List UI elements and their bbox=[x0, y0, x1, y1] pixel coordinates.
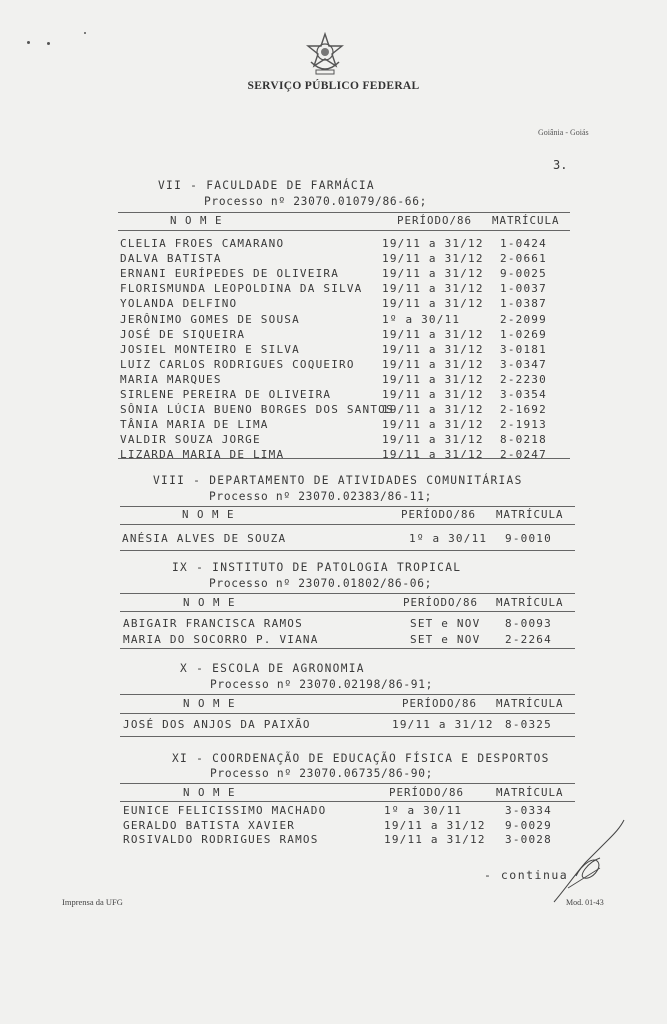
col-name: N O M E bbox=[170, 214, 223, 227]
cell-name: ABIGAIR FRANCISCA RAMOS bbox=[123, 617, 303, 630]
table-divider bbox=[118, 212, 570, 213]
col-matricula: MATRÍCULA bbox=[492, 214, 560, 227]
cell-period: 1º a 30/11 bbox=[409, 532, 488, 545]
table-divider bbox=[120, 550, 575, 551]
cell-period: 19/11 a 31/12 bbox=[382, 327, 484, 341]
table-divider bbox=[120, 506, 575, 507]
cell-period: 19/11 a 31/12 bbox=[382, 372, 484, 386]
continues-note: - continua bbox=[484, 868, 569, 882]
cell-period: 19/11 a 31/12 bbox=[392, 718, 494, 731]
speck bbox=[84, 32, 86, 34]
cell-name: LIZARDA MARIA DE LIMA bbox=[120, 448, 285, 462]
col-matricula: MATRÍCULA bbox=[496, 596, 564, 609]
col-matricula: MATRÍCULA bbox=[496, 508, 564, 521]
cell-matricula: 1-0424 bbox=[500, 237, 547, 250]
table-divider bbox=[120, 736, 575, 737]
col-name: N O M E bbox=[183, 697, 236, 710]
table-divider bbox=[120, 593, 575, 594]
cell-period: 19/11 a 31/12 bbox=[382, 418, 484, 432]
cell-matricula: 2-0247 bbox=[500, 448, 547, 462]
cell-matricula: 2-0661 bbox=[500, 252, 547, 266]
col-period: PERÍODO/86 bbox=[389, 786, 465, 799]
cell-period: 19/11 a 31/12 bbox=[384, 833, 486, 846]
cell-matricula: 3-0354 bbox=[500, 388, 547, 401]
cell-period: 19/11 a 31/12 bbox=[382, 403, 484, 417]
speck bbox=[47, 42, 50, 45]
cell-period: 19/11 a 31/12 bbox=[384, 818, 486, 832]
cell-period: 1º a 30/11 bbox=[384, 804, 463, 817]
cell-matricula: 1-0269 bbox=[500, 327, 547, 341]
cell-name: MARIA MARQUES bbox=[120, 372, 222, 386]
cell-name: DALVA BATISTA bbox=[120, 252, 222, 266]
page-number: 3. bbox=[553, 158, 568, 172]
cell-name: YOLANDA DELFINO bbox=[120, 297, 238, 311]
cell-name: ERNANI EURÍPEDES DE OLIVEIRA bbox=[120, 267, 340, 281]
header-city: Goiânia - Goiás bbox=[538, 128, 589, 137]
cell-name: JOSIEL MONTEIRO E SILVA bbox=[120, 342, 300, 356]
cell-matricula: 8-0325 bbox=[505, 718, 552, 731]
cell-matricula: 2-1692 bbox=[500, 403, 547, 417]
cell-matricula: 1-0387 bbox=[500, 297, 547, 311]
cell-period: 1º a 30/11 bbox=[382, 312, 461, 326]
section-title: VII - FACULDADE DE FARMÁCIA bbox=[158, 179, 375, 192]
cell-matricula: 2-2264 bbox=[505, 632, 552, 646]
cell-period: SET e NOV bbox=[410, 632, 481, 646]
col-name: N O M E bbox=[183, 786, 236, 799]
col-period: PERÍODO/86 bbox=[401, 508, 477, 521]
cell-period: 19/11 a 31/12 bbox=[382, 267, 484, 281]
cell-matricula: 9-0010 bbox=[505, 532, 552, 545]
footer-printer: Imprensa da UFG bbox=[62, 897, 123, 907]
cell-name: JERÔNIMO GOMES DE SOUSA bbox=[120, 312, 300, 326]
table-divider bbox=[118, 230, 570, 231]
table-divider bbox=[120, 648, 575, 649]
coat-of-arms-icon bbox=[305, 32, 345, 82]
section-process: Processo nº 23070.01802/86-06; bbox=[209, 577, 433, 590]
cell-matricula: 8-0093 bbox=[505, 617, 552, 630]
table-divider bbox=[118, 458, 570, 459]
cell-matricula: 2-2230 bbox=[500, 372, 547, 386]
cell-name: EUNICE FELICISSIMO MACHADO bbox=[123, 804, 327, 817]
section-title: VIII - DEPARTAMENTO DE ATIVIDADES COMUNITÁRIAS bbox=[153, 474, 523, 487]
col-name: N O M E bbox=[182, 508, 235, 521]
cell-matricula: 8-0218 bbox=[500, 433, 547, 447]
cell-period: 19/11 a 31/12 bbox=[382, 342, 484, 356]
col-period: PERÍODO/86 bbox=[402, 697, 478, 710]
cell-name: LUIZ CARLOS RODRIGUES COQUEIRO bbox=[120, 357, 355, 371]
cell-matricula: 2-1913 bbox=[500, 418, 547, 432]
speck bbox=[27, 41, 30, 44]
section-process: Processo nº 23070.02383/86-11; bbox=[209, 490, 433, 503]
section-title: IX - INSTITUTO DE PATOLOGIA TROPICAL bbox=[172, 561, 462, 574]
table-divider bbox=[120, 524, 575, 525]
cell-matricula: 9-0029 bbox=[505, 818, 552, 832]
cell-name: GERALDO BATISTA XAVIER bbox=[123, 818, 296, 832]
table-divider bbox=[120, 694, 575, 695]
cell-period: 19/11 a 31/12 bbox=[382, 252, 484, 266]
cell-name: SIRLENE PEREIRA DE OLIVEIRA bbox=[120, 388, 332, 401]
cell-period: 19/11 a 31/12 bbox=[382, 237, 484, 250]
cell-name: ROSIVALDO RODRIGUES RAMOS bbox=[123, 833, 319, 846]
section-process: Processo nº 23070.06735/86-90; bbox=[210, 767, 434, 780]
section-title: X - ESCOLA DE AGRONOMIA bbox=[180, 662, 365, 675]
cell-period: 19/11 a 31/12 bbox=[382, 297, 484, 311]
section-title: XI - COORDENAÇÃO DE EDUCAÇÃO FÍSICA E DESPORTOS bbox=[172, 752, 550, 765]
cell-matricula: 3-0028 bbox=[505, 833, 552, 846]
footer-form-code: Mod. 01-43 bbox=[566, 898, 604, 907]
cell-name: VALDIR SOUZA JORGE bbox=[120, 433, 261, 447]
section-process: Processo nº 23070.02198/86-91; bbox=[210, 678, 434, 691]
cell-name: CLELIA FROES CAMARANO bbox=[120, 237, 285, 250]
cell-name: FLORISMUNDA LEOPOLDINA DA SILVA bbox=[120, 282, 363, 296]
cell-period: 19/11 a 31/12 bbox=[382, 448, 484, 462]
header-org: SERVIÇO PÚBLICO FEDERAL bbox=[247, 80, 420, 92]
col-matricula: MATRÍCULA bbox=[496, 786, 564, 799]
cell-period: 19/11 a 31/12 bbox=[382, 357, 484, 371]
cell-matricula: 3-0334 bbox=[505, 804, 552, 817]
table-divider bbox=[120, 713, 575, 714]
cell-matricula: 3-0347 bbox=[500, 357, 547, 371]
cell-period: 19/11 a 31/12 bbox=[382, 388, 484, 401]
col-name: N O M E bbox=[183, 596, 236, 609]
cell-matricula: 9-0025 bbox=[500, 267, 547, 281]
cell-name: JOSÉ DOS ANJOS DA PAIXÃO bbox=[123, 718, 311, 731]
cell-period: 19/11 a 31/12 bbox=[382, 282, 484, 296]
cell-matricula: 1-0037 bbox=[500, 282, 547, 296]
cell-name: JOSÉ DE SIQUEIRA bbox=[120, 327, 246, 341]
col-period: PERÍODO/86 bbox=[397, 214, 473, 227]
cell-period: SET e NOV bbox=[410, 617, 481, 630]
cell-period: 19/11 a 31/12 bbox=[382, 433, 484, 447]
cell-name: TÂNIA MARIA DE LIMA bbox=[120, 418, 269, 432]
cell-name: ANÉSIA ALVES DE SOUZA bbox=[122, 532, 287, 545]
cell-matricula: 2-2099 bbox=[500, 312, 547, 326]
cell-name: MARIA DO SOCORRO P. VIANA bbox=[123, 632, 319, 646]
cell-name: SÔNIA LÚCIA BUENO BORGES DOS SANTOS bbox=[120, 403, 394, 417]
table-divider bbox=[120, 801, 575, 802]
col-matricula: MATRÍCULA bbox=[496, 697, 564, 710]
table-divider bbox=[120, 611, 575, 612]
cell-matricula: 3-0181 bbox=[500, 342, 547, 356]
col-period: PERÍODO/86 bbox=[403, 596, 479, 609]
table-divider bbox=[120, 783, 575, 784]
section-process: Processo nº 23070.01079/86-66; bbox=[204, 195, 428, 208]
